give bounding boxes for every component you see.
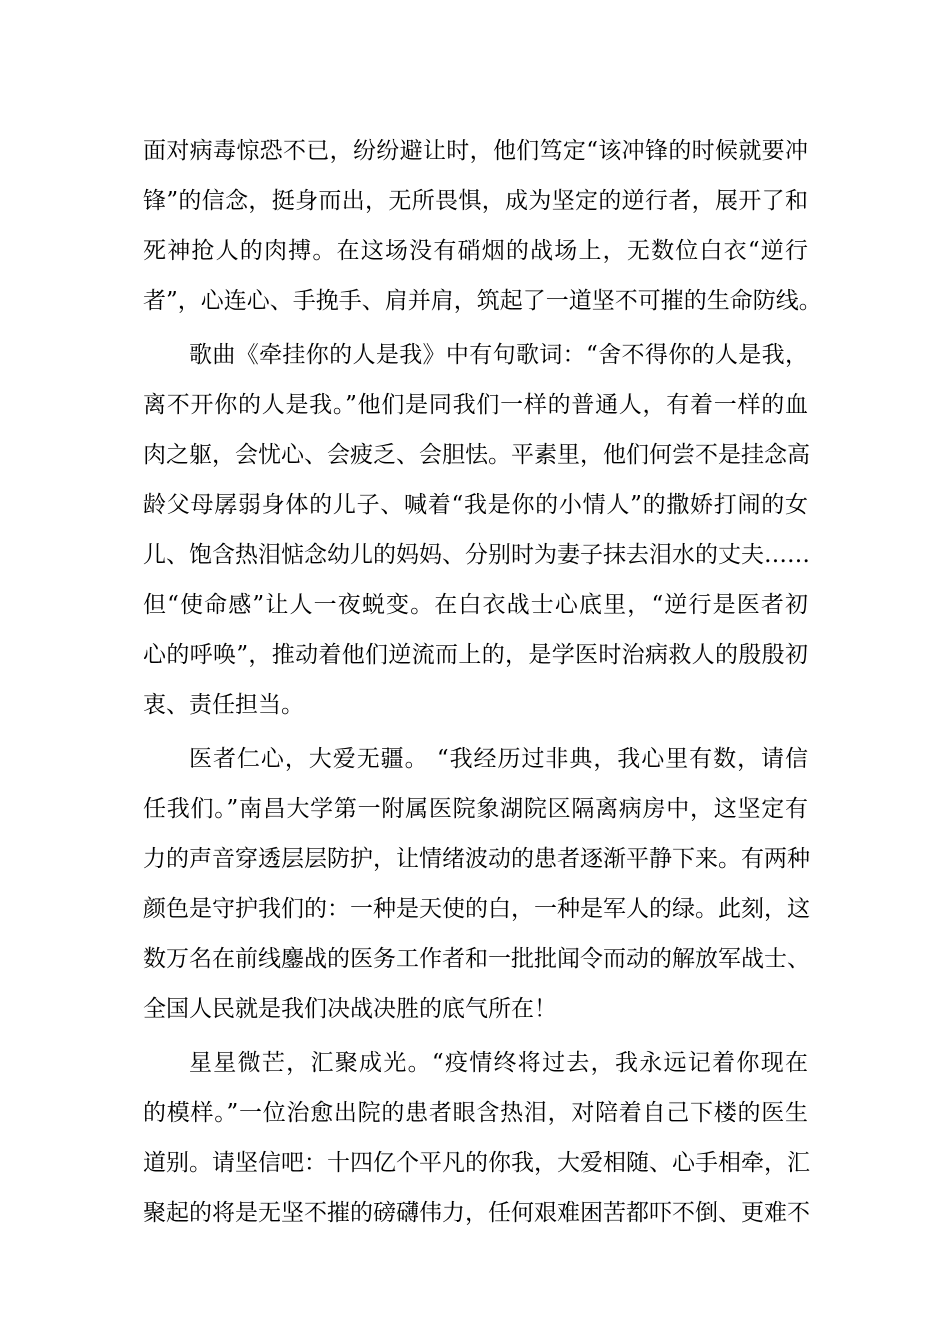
paragraph-line: 道别。请坚信吧：十四亿个平凡的你我，大爱相随、心手相牵，汇 (143, 1150, 810, 1176)
paragraph-line: 星星微芒，汇聚成光。“疫情终将过去，我永远记着你现在 (189, 1050, 808, 1076)
paragraph-line: 死神抢人的肉搏。在这场没有硝烟的战场上，无数位白衣“逆行 (143, 238, 808, 264)
paragraph-1 (143, 126, 822, 326)
paragraph-line: 颜色是守护我们的：一种是天使的白，一种是军人的绿。此刻，这 (143, 896, 810, 922)
paragraph-line: 心的呼唤”，推动着他们逆流而上的，是学医时治病救人的殷殷初 (143, 642, 808, 668)
paragraph-line: 力的声音穿透层层防护，让情绪波动的患者逐渐平静下来。有两种 (143, 846, 810, 872)
paragraph-line: 龄父母孱弱身体的儿子、喊着“我是你的小情人”的撒娇打闹的女 (143, 492, 808, 518)
paragraph-line: 儿、饱含热泪惦念幼儿的妈妈、分别时为妻子抹去泪水的丈夫…… (143, 542, 810, 568)
paragraph-line: 医者仁心，大爱无疆。 “我经历过非典，我心里有数，请信 (189, 746, 808, 772)
paragraph-line: 数万名在前线鏖战的医务工作者和一批批闻令而动的解放军战士、 (143, 946, 810, 972)
paragraph-line: 离不开你的人是我。”他们是同我们一样的普通人，有着一样的血 (143, 392, 808, 418)
paragraph-line: 全国人民就是我们决战决胜的底气所在！ (143, 996, 557, 1022)
paragraph-4 (143, 1038, 808, 1238)
paragraph-line: 但“使命感”让人一夜蜕变。在白衣战士心底里，“逆行是医者初 (143, 592, 808, 618)
paragraph-line: 歌曲《牵挂你的人是我》中有句歌词：“舍不得你的人是我， (189, 342, 808, 368)
paragraph-line: 任我们。”南昌大学第一附属医院象湖院区隔离病房中，这坚定有 (143, 796, 808, 822)
paragraph-line: 聚起的将是无坚不摧的磅礴伟力，任何艰难困苦都吓不倒、更难不 (143, 1200, 810, 1226)
body-text (143, 126, 822, 1242)
paragraph-2 (143, 330, 808, 730)
paragraph-line: 面对病毒惊恐不已，纷纷避让时，他们笃定“该冲锋的时候就要冲 (143, 138, 808, 164)
paragraph-line: 的模样。”一位治愈出院的患者眼含热泪，对陪着自己下楼的医生 (143, 1100, 808, 1126)
paragraph-line: 者”，心连心、手挽手、肩并肩，筑起了一道坚不可摧的生命防线。 (143, 288, 822, 314)
paragraph-line: 锋”的信念，挺身而出，无所畏惧，成为坚定的逆行者，展开了和 (143, 188, 808, 214)
paragraph-line: 肉之躯，会忧心、会疲乏、会胆怯。平素里，他们何尝不是挂念高 (143, 442, 810, 468)
paragraph-3 (143, 734, 808, 1034)
paragraph-line: 衷、责任担当。 (143, 692, 304, 718)
